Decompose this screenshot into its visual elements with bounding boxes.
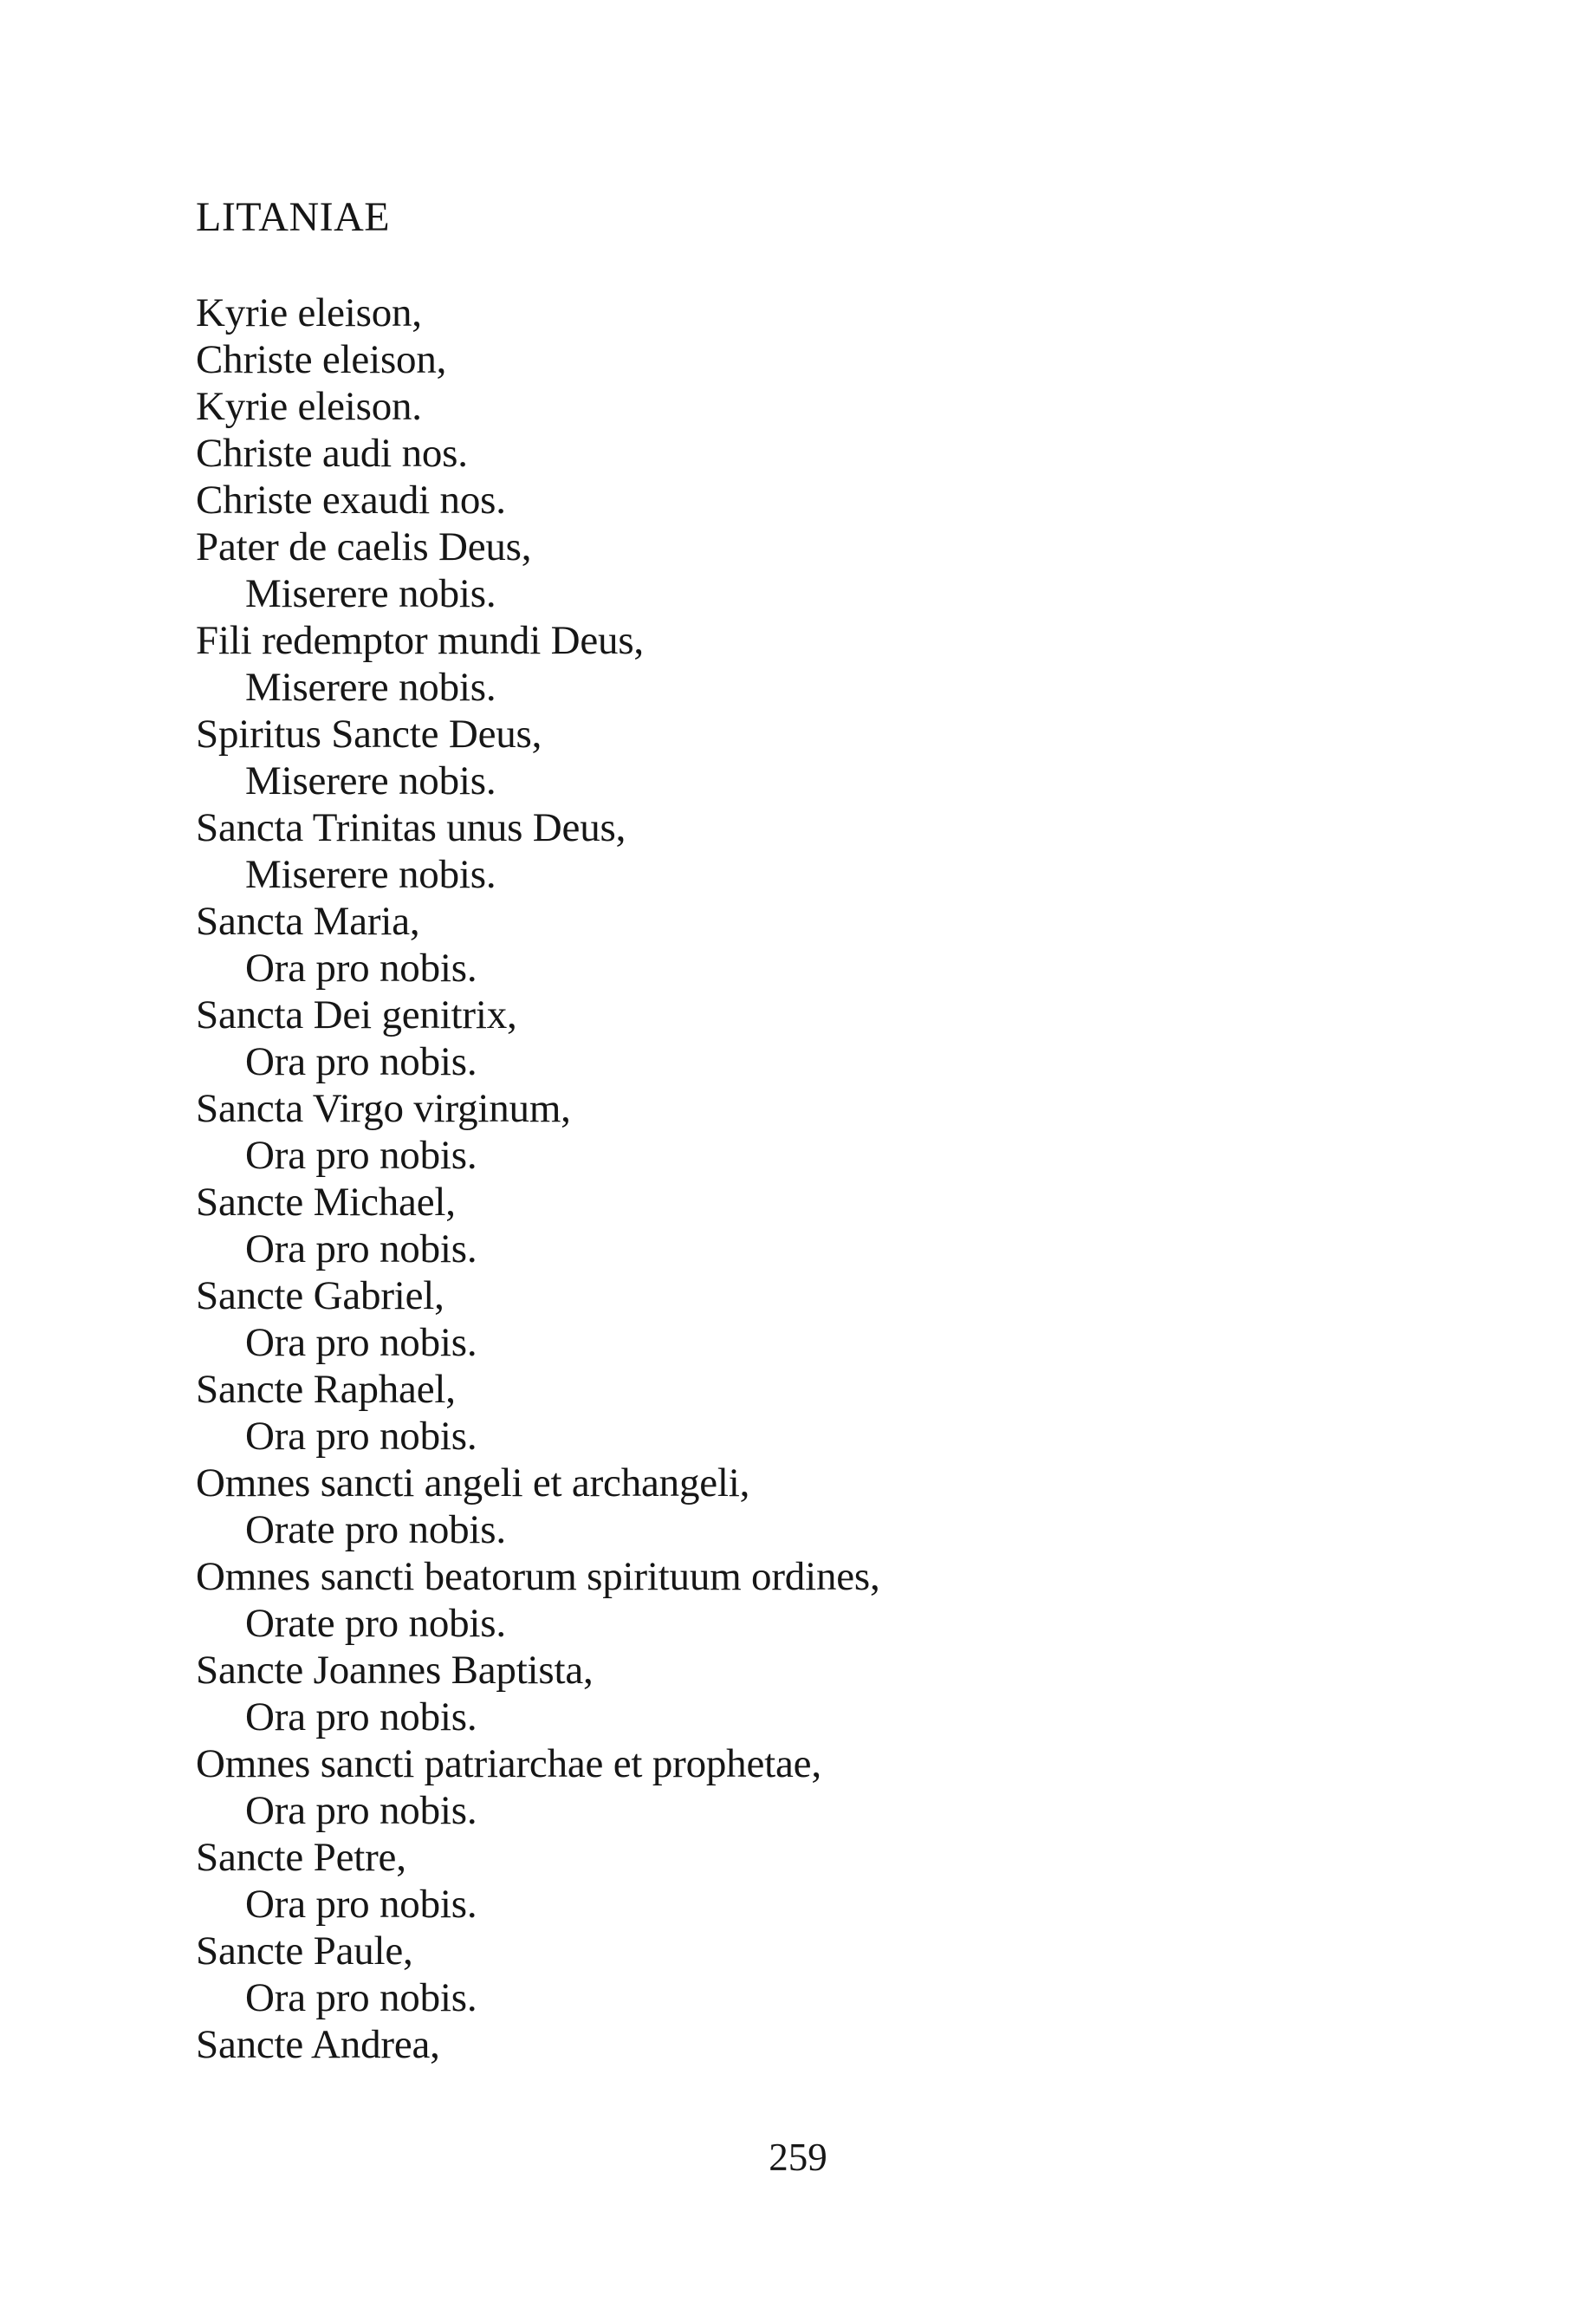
litany-line: Ora pro nobis. (245, 1788, 477, 1833)
litany-line: Orate pro nobis. (245, 1601, 506, 1646)
litany-line: Orate pro nobis. (245, 1507, 506, 1552)
litany-line: Sancta Virgo virginum, (196, 1086, 571, 1131)
litany-line: Sancta Maria, (196, 899, 420, 944)
litany-line: Ora pro nobis. (245, 1320, 477, 1365)
litany-line: Sancte Petre, (196, 1835, 406, 1880)
litany-line: Ora pro nobis. (245, 1414, 477, 1459)
page-number: 259 (769, 2136, 827, 2179)
litany-line: Ora pro nobis. (245, 1694, 477, 1740)
litany-line: Pater de caelis Deus, (196, 524, 532, 569)
litany-line: Omnes sancti angeli et archangeli, (196, 1460, 750, 1505)
page-title: LITANIAE (196, 194, 391, 240)
litany-line: Miserere nobis. (245, 852, 496, 897)
litany-line: Spiritus Sancte Deus, (196, 712, 542, 757)
litany-line: Ora pro nobis. (245, 1226, 477, 1271)
litany-line: Miserere nobis. (245, 758, 496, 803)
litany-line: Sancte Andrea, (196, 2022, 440, 2067)
litany-line: Ora pro nobis. (245, 1039, 477, 1084)
litany-line: Ora pro nobis. (245, 1882, 477, 1927)
litany-line: Omnes sancti patriarchae et prophetae, (196, 1741, 821, 1786)
litany-line: Ora pro nobis. (245, 946, 477, 991)
litany-line: Miserere nobis. (245, 665, 496, 710)
litany-line: Kyrie eleison. (196, 384, 422, 429)
litany-line: Sancte Paule, (196, 1928, 413, 1974)
litany-line: Fili redemptor mundi Deus, (196, 618, 644, 663)
litany-line: Christe exaudi nos. (196, 478, 506, 523)
litany-line: Sancta Trinitas unus Deus, (196, 805, 626, 850)
litany-line: Sancte Raphael, (196, 1367, 456, 1412)
litany-lines (196, 289, 1409, 2068)
litany-line: Sancta Dei genitrix, (196, 992, 517, 1037)
litany-line: Omnes sancti beatorum spirituum ordines, (196, 1554, 880, 1599)
litany-line: Christe eleison, (196, 337, 447, 382)
litany-line: Sancte Michael, (196, 1180, 456, 1225)
litany-line: Sancte Gabriel, (196, 1273, 444, 1318)
litany-line: Christe audi nos. (196, 431, 468, 476)
litany-line: Miserere nobis. (245, 571, 496, 616)
litany-line: Kyrie eleison, (196, 290, 422, 335)
litany-line: Sancte Joannes Baptista, (196, 1648, 594, 1693)
litany-line: Ora pro nobis. (245, 1133, 477, 1178)
litany-line: Ora pro nobis. (245, 1975, 477, 2020)
